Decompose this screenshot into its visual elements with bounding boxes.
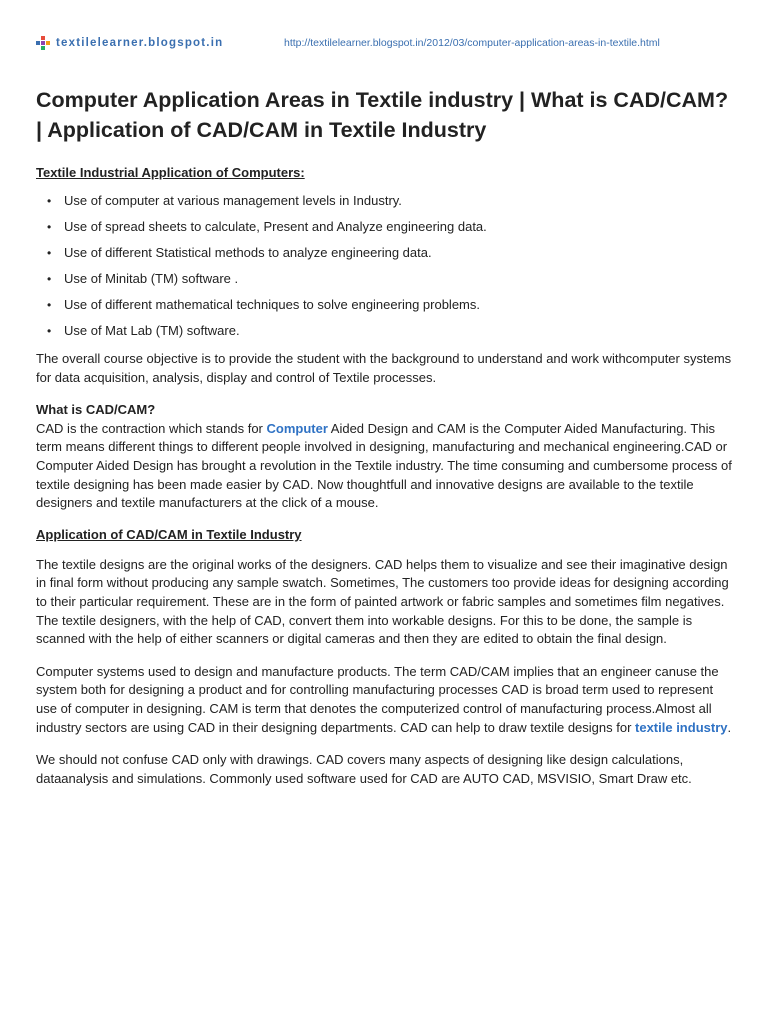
article-body — [36, 85, 734, 802]
site-brand[interactable] — [36, 36, 223, 50]
text-span: CAD is the contraction which stands for — [36, 420, 267, 436]
page-url-link[interactable]: http://textilelearner.blogspot.in/2012/03/computer-application-areas-in-textile.html — [284, 37, 660, 49]
article-title: Computer Application Areas in Textile industry | What is CAD/CAM? | Application of CAD/CAM in Textile Industry — [36, 88, 729, 142]
what-is-cadcam-paragraph — [36, 420, 734, 513]
section-title-cadcam-application: Application of CAD/CAM in Textile Industry — [36, 526, 302, 542]
list-item: • Use of spread sheets to calculate, Present and Analyze engineering data. — [64, 218, 734, 236]
what-is-cadcam-heading: What is CAD/CAM? — [36, 402, 156, 418]
text-span: . — [727, 719, 732, 735]
site-logo-icon — [36, 36, 50, 50]
list-item: • Use of different mathematical techniques to solve engineering problems. — [64, 296, 734, 314]
textile-industry-link[interactable]: textile industry — [635, 719, 728, 735]
objective-paragraph: The overall course objective is to provide the student with the background to understand and work withcomputer systems for data acquisition, analysis, display and control of Textile processes. — [36, 351, 732, 385]
text-span: Computer systems used to design and manufacture products. The term CAD/CAM implies that an engineer canuse the system both for designing a product and for controlling manufacturing processes CAD is broad term used to represent use of computer in designing. CAM is term that denotes the computerized control of manufacturing process.Almost all industry sectors are using CAD in their designing departments. CAD can help to draw textile designs for — [36, 663, 719, 735]
computer-link[interactable]: Computer — [266, 420, 328, 436]
page-header — [0, 0, 768, 60]
designs-paragraph: The textile designs are the original works of the designers. CAD helps them to visualize and see their imaginative design in final form without producing any sample swatch. Sometimes, The customers too provide ideas for designing according to their particular requirement. These are in the form of painted artwork or fabric samples and sometimes film negatives. The textile designers, with the help of CAD, convert them into workable designs. For this to be done, the sample is scanned with the help of either scanners or digital cameras and then they are edited to obtain the final design. — [36, 556, 729, 647]
list-item: • Use of computer at various management levels in Industry. — [64, 192, 734, 210]
systems-paragraph — [36, 663, 734, 737]
section-title-industrial-applications: Textile Industrial Application of Computers: — [36, 165, 305, 180]
site-name[interactable]: textilelearner.blogspot.in — [56, 37, 224, 49]
applications-list — [36, 192, 734, 340]
list-item: • Use of Mat Lab (TM) software. — [64, 322, 734, 340]
list-item: • Use of different Statistical methods to analyze engineering data. — [64, 244, 734, 262]
text-span: Aided Design and CAM is the Computer Aided Manufacturing. This term means different things to different people involved in designing, manufacturing and mechanical engineering.CAD or Computer Aided Design has brought a revolution in the Textile industry. The time consuming and cumbersome process of textile designing has been made easier by CAD. Now thoughtfull and innovative designs are available to the textile designers and textile manufacturers at the click of a mouse. — [36, 420, 732, 511]
list-item: • Use of Minitab (TM) software . — [64, 270, 734, 288]
drawings-paragraph: We should not confuse CAD only with drawings. CAD covers many aspects of designing like design calculations, dataanalysis and simulations. Commonly used software used for CAD are AUTO CAD, MSVISIO, Smart Draw etc. — [36, 752, 692, 786]
